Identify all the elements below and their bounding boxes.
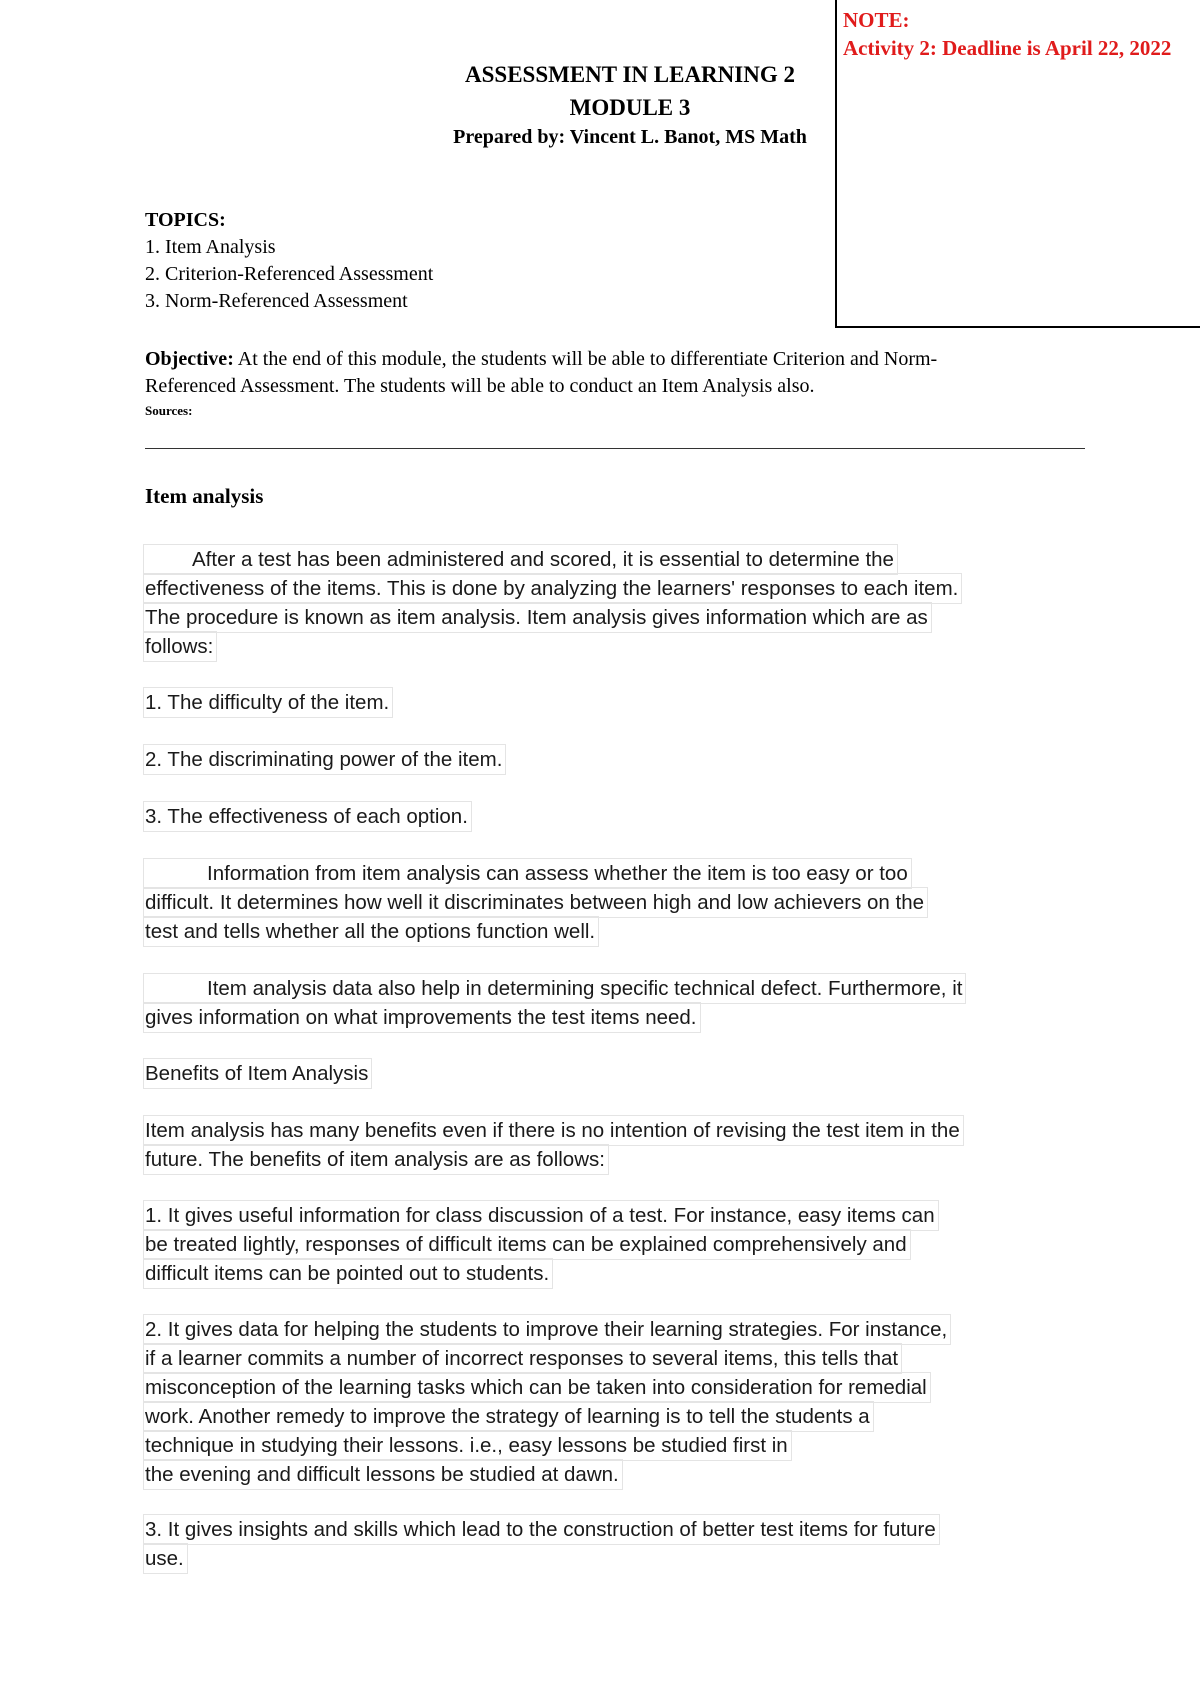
- objective-label: Objective:: [145, 348, 234, 370]
- objective-line: At the end of this module, the students will be able to differentiate Criterion and Norm-: [233, 348, 938, 370]
- text-line: 2. It gives data for helping the students to improve their learning strategies. For instance,: [143, 1314, 951, 1345]
- benefits-heading: [145, 1058, 372, 1089]
- text-line: Benefits of Item Analysis: [143, 1058, 372, 1089]
- text-line: if a learner commits a number of incorrect responses to several items, this tells that: [143, 1343, 902, 1374]
- list-item: [145, 744, 506, 775]
- benefit-item: [145, 1200, 939, 1287]
- paragraph-data: [145, 973, 966, 1031]
- document-title: ASSESSMENT IN LEARNING 2: [465, 62, 795, 87]
- text-line: Item analysis data also help in determining specific technical defect. Furthermore, it: [143, 973, 966, 1004]
- note-box: [835, 0, 1200, 328]
- sources-label: Sources:: [145, 403, 193, 418]
- text-line: follows:: [143, 631, 217, 662]
- text-line: After a test has been administered and scored, it is essential to determine the: [143, 544, 898, 575]
- text-line: The procedure is known as item analysis. Item analysis gives information which are as: [143, 602, 932, 633]
- text-line: be treated lightly, responses of difficult items can be explained comprehensively and: [143, 1229, 911, 1260]
- text-line: 3. It gives insights and skills which lead to the construction of better test items for future: [143, 1514, 940, 1545]
- text-line: difficult. It determines how well it discriminates between high and low achievers on the: [143, 887, 928, 918]
- prepared-by: Prepared by: Vincent L. Banot, MS Math: [453, 126, 807, 148]
- text-line: effectiveness of the items. This is done by analyzing the learners' responses to each item.: [143, 573, 962, 604]
- topic-item: 3. Norm-Referenced Assessment: [145, 290, 408, 312]
- benefit-item: [145, 1514, 940, 1572]
- note-text: Activity 2: Deadline is April 22, 2022: [843, 36, 1172, 60]
- text-line: 3. The effectiveness of each option.: [143, 801, 472, 832]
- horizontal-rule: [145, 448, 1085, 449]
- text-line: 1. The difficulty of the item.: [143, 687, 393, 718]
- objective: [145, 346, 1135, 400]
- paragraph-intro: [145, 544, 962, 660]
- text-line: 2. The discriminating power of the item.: [143, 744, 506, 775]
- section-heading: Item analysis: [145, 484, 264, 508]
- list-item: [145, 801, 472, 832]
- benefit-item: [145, 1314, 951, 1488]
- text-line: gives information on what improvements the test items need.: [143, 1002, 701, 1033]
- note-label: NOTE:: [843, 8, 910, 32]
- topics-heading: TOPICS:: [145, 209, 226, 231]
- text-line: difficult items can be pointed out to students.: [143, 1258, 553, 1289]
- text-line: misconception of the learning tasks which can be taken into consideration for remedial: [143, 1372, 931, 1403]
- text-line: future. The benefits of item analysis are as follows:: [143, 1144, 609, 1175]
- module-title: MODULE 3: [569, 95, 691, 120]
- text-line: technique in studying their lessons. i.e., easy lessons be studied first in: [143, 1430, 792, 1461]
- topic-item: 2. Criterion-Referenced Assessment: [145, 263, 434, 285]
- text-line: the evening and difficult lessons be studied at dawn.: [143, 1459, 623, 1490]
- text-line: 1. It gives useful information for class discussion of a test. For instance, easy items can: [143, 1200, 939, 1231]
- paragraph-benefits-intro: [145, 1115, 964, 1173]
- text-line: use.: [143, 1543, 188, 1574]
- text-line: work. Another remedy to improve the strategy of learning is to tell the students a: [143, 1401, 874, 1432]
- text-line: Information from item analysis can assess whether the item is too easy or too: [143, 858, 912, 889]
- topic-item: 1. Item Analysis: [145, 236, 276, 258]
- text-line: Item analysis has many benefits even if there is no intention of revising the test item in the: [143, 1115, 964, 1146]
- list-item: [145, 687, 393, 718]
- text-line: test and tells whether all the options function well.: [143, 916, 599, 947]
- paragraph-information: [145, 858, 928, 945]
- topics-list: [145, 207, 433, 315]
- objective-line: Referenced Assessment. The students will be able to conduct an Item Analysis also.: [145, 375, 815, 397]
